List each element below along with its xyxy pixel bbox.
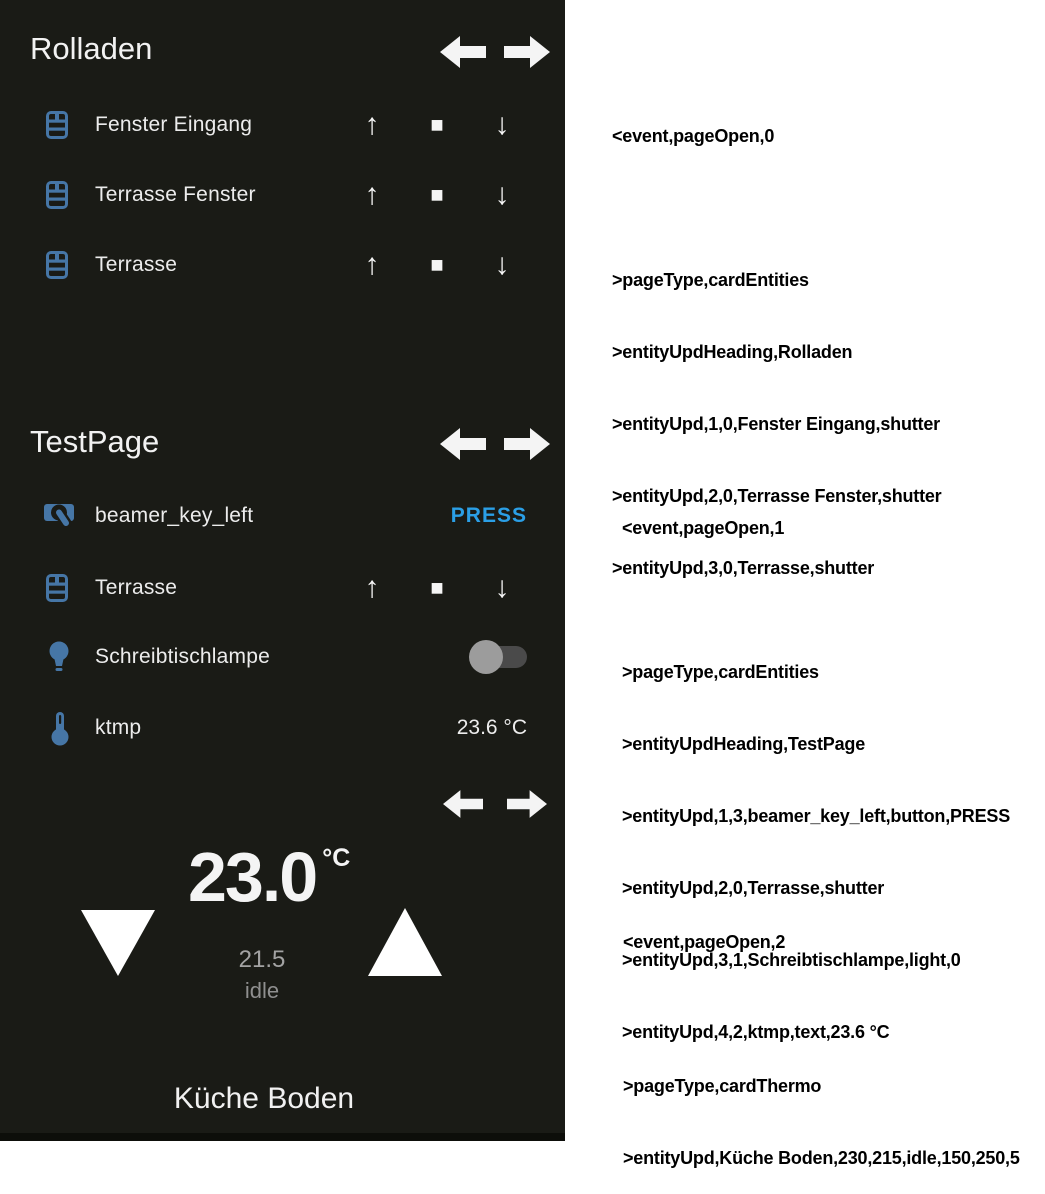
log-line: >entityUpdHeading,Rolladen xyxy=(612,342,853,362)
entity-row xyxy=(0,167,565,223)
gesture-tap-button-icon xyxy=(41,500,77,532)
log-line xyxy=(622,588,1010,612)
shutter-up-button[interactable]: ↑ xyxy=(364,108,380,141)
shutter-stop-button[interactable]: ■ xyxy=(430,575,444,600)
entity-row xyxy=(0,700,565,756)
sensor-value: 23.6 °C xyxy=(456,716,527,739)
hvac-state: idle xyxy=(244,978,280,1003)
log-line xyxy=(612,196,942,220)
temperature-unit: °C xyxy=(322,844,351,872)
nav-prev-button[interactable] xyxy=(440,426,486,462)
log-line: >entityUpd,3,0,Terrasse,shutter xyxy=(612,558,875,578)
shutter-up-button[interactable]: ↑ xyxy=(364,178,380,211)
shutter-up-button[interactable]: ↑ xyxy=(364,571,380,604)
entity-label: Fenster Eingang xyxy=(95,113,253,136)
log-line: >entityUpd,4,2,ktmp,text,23.6 °C xyxy=(622,1022,890,1042)
panel-bottom-edge xyxy=(0,1133,565,1141)
entity-row xyxy=(0,237,565,293)
log-line xyxy=(623,1002,1020,1026)
shutter-down-button[interactable]: ↓ xyxy=(494,571,510,604)
entity-label: Terrasse xyxy=(95,253,178,276)
log-line: >entityUpd,2,0,Terrasse Fenster,shutter xyxy=(612,486,942,506)
window-shutter-icon xyxy=(46,251,68,279)
entity-row xyxy=(0,97,565,153)
entity-label: Terrasse Fenster xyxy=(95,183,256,206)
card-title: TestPage xyxy=(30,424,160,459)
log-line: <event,pageOpen,1 xyxy=(622,518,785,538)
nav-prev-button[interactable] xyxy=(443,788,483,820)
shutter-up-button[interactable]: ↑ xyxy=(364,248,380,281)
window-shutter-icon xyxy=(46,574,68,602)
window-shutter-icon xyxy=(46,111,68,139)
entity-row xyxy=(0,629,565,685)
entity-label: Terrasse xyxy=(95,576,178,599)
entity-label: ktmp xyxy=(95,716,142,739)
arrow-right-icon xyxy=(504,34,550,70)
toggle-knob xyxy=(469,640,503,674)
entity-row xyxy=(0,488,565,544)
nav-prev-button[interactable] xyxy=(440,34,486,70)
log-line: <event,pageOpen,0 xyxy=(612,126,775,146)
log-line: >entityUpd,2,0,Terrasse,shutter xyxy=(622,878,885,898)
log-line: >entityUpd,1,0,Fenster Eingang,shutter xyxy=(612,414,940,434)
log-line: >entityUpd,Küche Boden,230,215,idle,150,250,5 xyxy=(623,1148,1020,1168)
nav-next-button[interactable] xyxy=(504,426,550,462)
arrow-left-icon xyxy=(440,426,486,462)
log-block-page2 xyxy=(623,882,1020,1194)
nav-next-button[interactable] xyxy=(507,788,547,820)
shutter-stop-button[interactable]: ■ xyxy=(430,112,444,137)
arrow-left-icon xyxy=(443,788,483,820)
shutter-down-button[interactable]: ↓ xyxy=(494,248,510,281)
light-toggle[interactable] xyxy=(469,640,527,674)
entity-label: Schreibtischlampe xyxy=(95,645,270,668)
arrow-right-icon xyxy=(507,788,547,820)
thermometer-icon xyxy=(49,710,71,746)
window-shutter-icon xyxy=(46,181,68,209)
temp-increase-button[interactable] xyxy=(368,908,442,976)
entity-label: beamer_key_left xyxy=(95,504,254,527)
arrow-right-icon xyxy=(504,426,550,462)
shutter-stop-button[interactable]: ■ xyxy=(430,252,444,277)
current-temperature-value: 23.0 xyxy=(188,838,317,916)
log-line: >entityUpd,1,3,beamer_key_left,button,PRESS xyxy=(622,806,1011,826)
log-line: <event,pageOpen,2 xyxy=(623,932,786,952)
current-temperature xyxy=(188,838,351,916)
thermo-title: Küche Boden xyxy=(173,1082,355,1115)
target-temperature: 21.5 xyxy=(238,946,286,973)
press-button[interactable]: PRESS xyxy=(450,504,527,527)
log-line: >pageType,cardThermo xyxy=(623,1076,822,1096)
lightbulb-icon xyxy=(46,640,72,674)
arrow-left-icon xyxy=(440,34,486,70)
nav-next-button[interactable] xyxy=(504,34,550,70)
card-title: Rolladen xyxy=(30,31,153,66)
temp-decrease-button[interactable] xyxy=(81,910,155,976)
log-line: >entityUpd,3,1,Schreibtischlampe,light,0 xyxy=(622,950,961,970)
log-line: >pageType,cardEntities xyxy=(612,270,809,290)
log-line: >pageType,cardEntities xyxy=(622,662,819,682)
shutter-stop-button[interactable]: ■ xyxy=(430,182,444,207)
entity-row xyxy=(0,560,565,616)
shutter-down-button[interactable]: ↓ xyxy=(494,178,510,211)
shutter-down-button[interactable]: ↓ xyxy=(494,108,510,141)
log-line: >entityUpdHeading,TestPage xyxy=(622,734,866,754)
